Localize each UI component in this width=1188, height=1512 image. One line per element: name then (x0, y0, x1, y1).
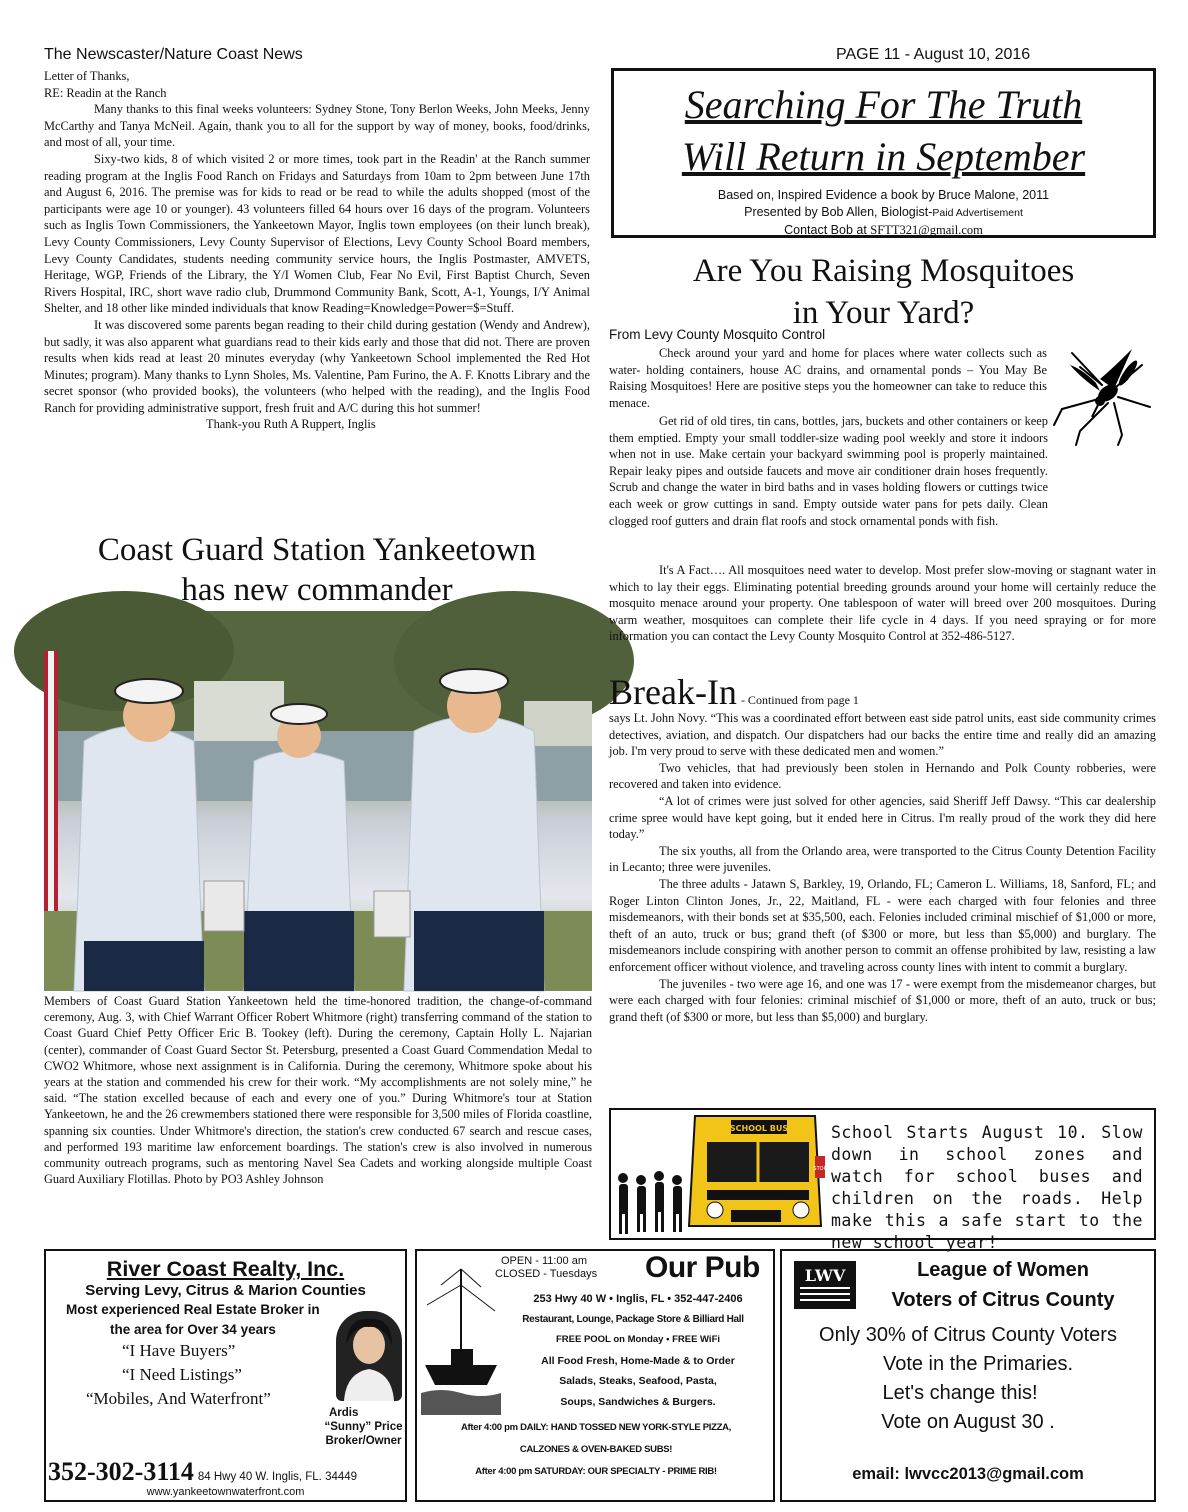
lwv-line1: Only 30% of Citrus County Voters (819, 1324, 1117, 1346)
pub-pool-line: FREE POOL on Monday • FREE WiFi (555, 1334, 721, 1345)
pub-salads-line: Salads, Steaks, Seafood, Pasta, (559, 1375, 717, 1387)
truth-ad-contact-text: Contact Bob at (784, 223, 871, 237)
school-bus-sign: SCHOOL BUS (729, 1124, 789, 1133)
pub-details (507, 1289, 769, 1412)
mosquito-paragraph-wrap-3 (609, 562, 1156, 645)
letter-of-thanks (44, 68, 590, 433)
coast-guard-photo (44, 611, 592, 991)
breakin-paragraph: The juveniles - two were age 16, and one was 17 - were exempt from the misdemeanor charges, but were each charged with four felonies: criminal mischief of $1,000 or more, theft of an auto, truck or bus; grand theft (of $300 or more, but less than $5,000) and burglary. (609, 976, 1156, 1024)
breakin-paragraph: Two vehicles, that had previously been stolen in Hernando and Polk County robberies, were recovered and taken into evidence. (609, 760, 1156, 792)
broker-portrait-icon (336, 1311, 402, 1401)
pub-ad (415, 1249, 775, 1502)
lwv-logo (794, 1261, 856, 1309)
realty-phone[interactable]: 352-302-3114 (48, 1457, 194, 1486)
paid-advertisement-label: Paid Advertisement (932, 207, 1023, 219)
letter-paragraph: It was discovered some parents began reading to their child during gestation (Wendy and Andrew), but sadly, it was also apparent what guardians read to their kids early and those that did not. There are proven results when kids read at least 20 minutes everyday (why Yankeetown School implemented the Red Hot Minutes; program). Many thanks to Lynn Sholes, Ms. Valentine, Pam Furino, the A. F. Knotts Library and the secret sponsor (who provided books), the volunteers (who helped with the reading), and the Inglis Food Ranch for providing administrative support, fresh fruit and A/C during this hot summer! (44, 317, 590, 415)
lwv-logo-graphic (794, 1261, 856, 1309)
pub-closed-day: CLOSED - Tuesdays (495, 1268, 598, 1280)
coast-guard-caption-text: Members of Coast Guard Station Yankeetown held the time-honored tradition, the change-of-command ceremony, Aug. 3, with Chief Warrant Officer Robert Whitmore (right) transferring command of the station to Coast Guard Chief Petty Officer Eric B. Tookey (left). During the ceremony, Captain Holly L. Najarian (center), commander of Coast Guard Sector St. Petersburg, presented a Coast Guard Commendation Medal to CWO2 Whitmore, whose next assignment is in California. During the ceremony, Whitmore spoke about his years at the station and commended his crew for their work. “My accomplishments are not solely mine,” he said. “The station excelled because of each and every one of you.” During Whitmore's tour at Station Yankeetown, he and the 26 crewmembers stationed there were responsible for 3,500 miles of Florida coastline, spanning six counties. Under Whitmore's direction, the station's crew conducted 67 search and rescue cases, and performed 193 maritime law enforcement boardings. The station's crew is also involved in numerous community outreach programs, such as mentoring Navel Sea Cadets and working alongside multiple Coast Guard Auxiliary Flotillas. Photo by PO3 Ashley Johnson (44, 994, 592, 1187)
broker-portrait (336, 1311, 402, 1401)
pub-hours (495, 1255, 597, 1281)
broker-first-name: Ardis (329, 1407, 359, 1419)
realty-experience-line1: Most experienced Real Estate Broker in (66, 1302, 320, 1317)
mosquito-paragraph: It's A Fact…. All mosquitoes need water to develop. Most prefer slow-moving or stagnant water in which to lay their eggs. Eliminating potential breeding grounds around your home will certainly reduce the mosquito menace around your property. One tablespoon of water will breed over 200 mosquitoes. During warm weather, mosquitoes can complete their life cycle in 4 days. If you need spraying or for more information you can contact the Levy County Mosquito Control at 352-486-5127. (609, 563, 1156, 644)
realty-name: River Coast Realty, Inc. (106, 1257, 345, 1281)
realty-quote-mobiles: “Mobiles, And Waterfront” (86, 1389, 271, 1408)
page-number-date: PAGE 11 - August 10, 2016 (836, 46, 1031, 63)
truth-ad-title (614, 79, 1153, 183)
mosquito-headline-line2: in Your Yard? (792, 295, 975, 331)
letter-title-line1: Letter of Thanks, (44, 69, 130, 83)
pub-name: Our Pub (645, 1251, 760, 1284)
mosquito-paragraph-wrap-1 (609, 345, 1047, 411)
truth-ad-title-line1: Searching For The Truth (684, 82, 1083, 127)
mosquito-headline (611, 250, 1156, 334)
lwv-email[interactable]: email: lwvcc2013@gmail.com (852, 1465, 1084, 1483)
lwv-title-line1: League of Women (917, 1259, 1089, 1281)
coast-guard-headline-line2: has new commander (181, 572, 453, 608)
lwv-ad (780, 1249, 1156, 1502)
school-ad-text: School Starts August 10. Slow down in school zones and watch for school buses and children on the roads. Help make this a safe start to the new school year! (831, 1123, 1143, 1252)
lwv-line3: Let's change this! (882, 1382, 1038, 1404)
letter-paragraph: Many thanks to this final weeks volunteers: Sydney Stone, Tony Berlon Weeks, John Meeks, Jenny McCarthy and Tanya McNeil. Again, thank you to all for the support by way of money, books, food/drinks, and most of all, your time. (44, 102, 590, 150)
truth-ad-contact (614, 222, 1153, 239)
realty-experience-line2: the area for Over 34 years (110, 1322, 276, 1337)
broker-nickname: “Sunny” Price (324, 1421, 403, 1433)
breakin-continued: - Continued from page 1 (740, 693, 859, 707)
breakin-paragraph: The six youths, all from the Orlando area, were transported to the Citrus County Detention Facility in Lecanto; three were juveniles. (609, 843, 1156, 875)
pub-saturday-line: After 4:00 pm SATURDAY: OUR SPECIALTY - PRIME RIB! (475, 1466, 717, 1477)
letter-paragraph: Sixy-two kids, 8 of which visited 2 or more times, took part in the Readin' at the Ranch summer reading program at the Inglis Food Ranch on Fridays and Saturdays from 10am to 2pm between June 17th and August 6, 2016. The premise was for kids to read or be read to while the adults shopped (most of the participants were age 10 or younger). 43 volunteers filled 64 hours over 16 days of the program. Volunteers such as Inglis Town Commissioners, the Yankeetown Mayor, Inglis town employees (on their lunch break), Levy County Commissioners, Levy County Supervisor of Elections, Levy County School Board members, Levy County Candidates, students needing community service hours, the Inglis Postmaster, AMVETS, Heritage, WGP, Friends of the Library, the Y/I Women Club, Fear No Evil, First Baptist Church, Seven Rivers Hospital, IRC, short wave radio club, Drummond Community Bank, Scott, A-1, Youngs, I/Y Animal Shelter, and 18 other like minded individuals that know Reading=Knowledge=Power=$=Stuff. (44, 151, 590, 316)
broker-name (321, 1406, 406, 1448)
pub-calzones-line: CALZONES & OVEN-BAKED SUBS! (519, 1444, 673, 1455)
breakin-paragraph: says Lt. John Novy. “This was a coordinated effort between east side patrol units, east side community crimes detectives, aviation, and dispatch. Our dispatchers had our backs the entire time and really did an amazing job. I'm very proud to serve with these dedicated men and women.” (609, 711, 1156, 759)
realty-quote-buyers: “I Have Buyers” (122, 1341, 236, 1360)
publication-name: The Newscaster/Nature Coast News (44, 46, 303, 63)
realty-quote-listings: “I Need Listings” (122, 1365, 242, 1384)
realty-website[interactable]: www.yankeetownwaterfront.com (146, 1486, 305, 1498)
mosquito-headline-line1: Are You Raising Mosquitoes (692, 253, 1075, 289)
breakin-article (609, 710, 1156, 1025)
broker-title: Broker/Owner (325, 1435, 402, 1447)
pub-specials (419, 1417, 773, 1483)
truth-ad-email-link[interactable]: SFTT321@gmail.com (870, 223, 983, 237)
letter-signature: Thank-you Ruth A Ruppert, Inglis (206, 417, 376, 432)
pub-food-line: All Food Fresh, Home-Made & to Order (541, 1354, 735, 1367)
letter-title-line2: RE: Readin at the Ranch (44, 85, 167, 100)
realty-contact (48, 1457, 357, 1487)
breakin-heading (609, 672, 1156, 712)
truth-ad-source: Based on, Inspired Evidence a book by Bruce Malone, 2011 (717, 188, 1050, 202)
realty-serving: Serving Levy, Citrus & Marion Counties (85, 1282, 366, 1299)
school-bus-icon (611, 1114, 825, 1238)
breakin-paragraph: The three adults - Jatawn S, Barkley, 19, Orlando, FL; Cameron L. Williams, 18, Sanford, FL; and Roger Linton Clinton Jones, Jr., 22, Maitland, FL - were each charged with four felonies and three misdemeanors, with their bonds set at $35,500, each. Felonies included criminal mischief of $1,000 or more, theft of an auto, truck or bus; grand theft (of $300 or more, but less than $5,000) and burglary. The misdemeanors include conspiring with another person to commit an offense prohibited by law, resisting a law enforcement officer without violence, and traveling across county lines with intent to commit a burglary. (609, 876, 1156, 974)
lwv-title-line2: Voters of Citrus County (891, 1289, 1115, 1311)
coast-guard-caption (44, 993, 592, 1187)
truth-ad-box (611, 68, 1156, 238)
school-ad-box (609, 1108, 1156, 1252)
lwv-title (858, 1255, 1148, 1315)
breakin-headline: Break-In (609, 672, 737, 712)
fishing-boat-icon (421, 1265, 501, 1415)
lwv-line2: Vote in the Primaries. (882, 1353, 1074, 1375)
truth-ad-presenter (614, 204, 1153, 222)
truth-ad-details (614, 187, 1153, 239)
pub-address: 253 Hwy 40 W • Inglis, FL • 352-447-2406 (533, 1293, 743, 1305)
coast-guard-photo-illustration (44, 611, 592, 991)
truth-ad-presenter-text: Presented by Bob Allen, Biologist- (744, 205, 933, 219)
mosquito-byline: From Levy County Mosquito Control (609, 327, 826, 342)
coast-guard-headline-line1: Coast Guard Station Yankeetown (97, 532, 537, 568)
realty-address: 84 Hwy 40 W. Inglis, FL. 34449 (197, 1471, 358, 1483)
lwv-message (782, 1321, 1154, 1437)
lwv-logo-text: LWV (804, 1266, 846, 1285)
pub-soups-line: Soups, Sandwiches & Burgers. (560, 1395, 716, 1408)
lwv-line4: Vote on August 30 . (881, 1411, 1055, 1433)
truth-ad-title-line2: Will Return in September (681, 134, 1086, 179)
pub-restaurant-line: Restaurant, Lounge, Package Store & Billiard Hall (522, 1313, 744, 1325)
mosquito-paragraph: Get rid of old tires, tin cans, bottles, jars, buckets and other containers or keep them emptied. Empty your small toddler-size wading pool weekly and store it indoors when not in use. Make certain your backyard swimming pool is properly maintained. Repair leaky pipes and outside faucets and move air conditioner drain hoses frequently. Scrub and change the water in bird baths and in vases holding flowers or cuttings twice each week or grow cuttings in sand. Empty outside water pans for pets daily. Clean clogged roof gutters and drain flat roofs and stock ornamental ponds with fish. (609, 414, 1048, 528)
pub-pizza-line: After 4:00 pm DAILY: HAND TOSSED NEW YORK-STYLE PIZZA, (460, 1422, 732, 1433)
breakin-paragraph: “A lot of crimes were just solved for other agencies, said Sheriff Jeff Dawsy. “This car dealership crime spree would have kept going, but it ended here in Citrus. I'm really proud of the work they did here today.” (609, 793, 1156, 842)
mosquito-paragraph: Check around your yard and home for places where water collects such as water- holding containers, house AC drains, and ornamental ponds – You May Be Raising Mosquitoes! Here are positive steps you the homeowner can take to reduce this menace. (609, 346, 1047, 410)
pub-open-hours: OPEN - 11:00 am (501, 1255, 587, 1267)
realty-ad (44, 1249, 407, 1502)
mosquito-paragraph-wrap-2 (609, 413, 1156, 529)
stop-sign-label: STOP (813, 1166, 827, 1172)
